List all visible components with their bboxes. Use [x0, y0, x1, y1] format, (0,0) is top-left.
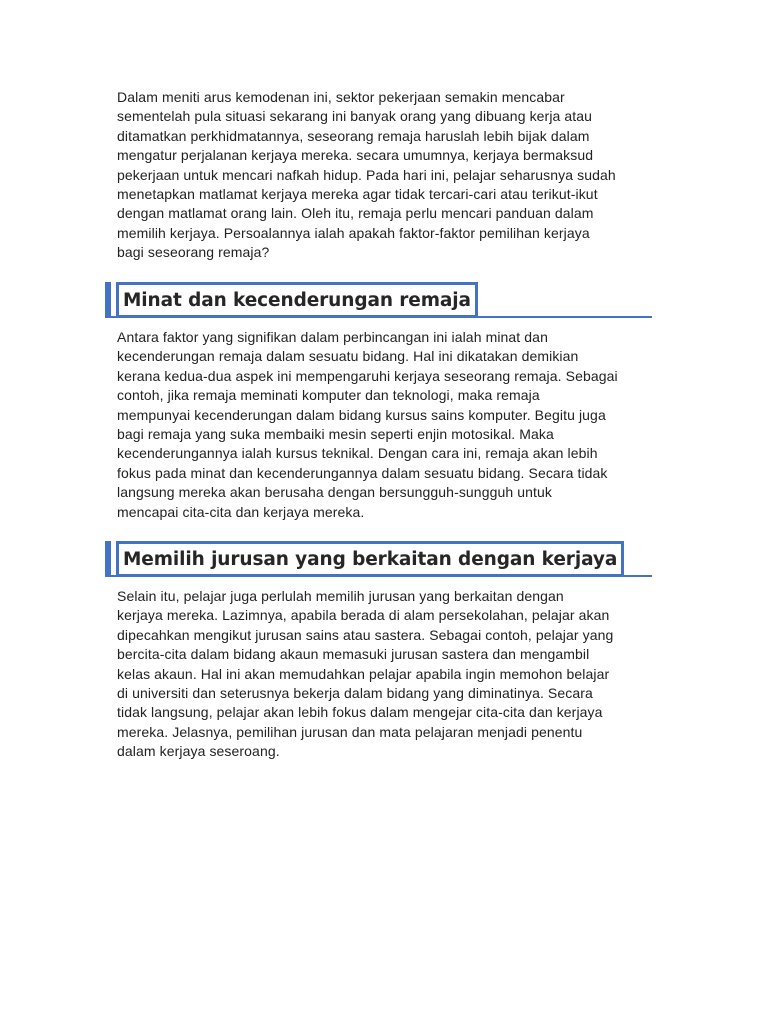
heading-title: Minat dan kecenderungan remaja	[123, 289, 471, 311]
section1-paragraph: Antara faktor yang signifikan dalam perbincangan ini ialah minat dan kecenderungan remaja dalam sesuatu bidang. Hal ini dikatakan demikian kerana kedua-dua aspek ini mempengaruhi kerjaya seseorang remaja. Sebagai contoh, jika remaja meminati komputer dan teknologi, maka remaja mempunyai kecenderungan dalam bidang kursus sains komputer. Begitu juga bagi remaja yang suka membaiki mesin seperti enjin motosikal. Maka kecenderungannya ialah kursus teknikal. Dengan cara ini, remaja akan lebih fokus pada minat dan kecenderungannya dalam sesuatu bidang. Secara tidak langsung mereka akan berusaha dengan bersungguh-sungguh untuk mencapai cita-cita dan kerjaya mereka.	[117, 329, 618, 520]
heading-title: Memilih jurusan yang berkaitan dengan kerjaya	[123, 548, 618, 570]
heading-frame	[116, 282, 478, 318]
intro-paragraph: Dalam meniti arus kemodenan ini, sektor pekerjaan semakin mencabar sementelah pula situasi sekarang ini banyak orang yang dibuang kerja atau ditamatkan perkhidmatannya, seseorang remaja haruslah lebih bijak dalam mengatur perjalanan kerjaya mereka. secara umumnya, kerjaya bermaksud pekerjaan untuk mencari nafkah hidup. Pada hari ini, pelajar seharusnya sudah menetapkan matlamat kerjaya mereka agar tidak tercari-cari atau terikut-ikut dengan matlamat orang lain. Oleh itu, remaja perlu mencari panduan dalam memilih kerjaya. Persoalannya ialah apakah faktor-faktor pemilihan kerjaya bagi seseorang remaja?	[117, 89, 616, 261]
heading-accent-bar	[105, 282, 111, 318]
section2-paragraph: Selain itu, pelajar juga perlulah memilih jurusan yang berkaitan dengan kerjaya mereka. Lazimnya, apabila berada di alam persekolahan, pelajar akan dipecahkan mengikut jurusan sains atau sastera. Sebagai contoh, pelajar yang bercita-cita dalam bidang akaun memasuki jurusan sastera dan mengambil kelas akaun. Hal ini akan memudahkan pelajar apabila ingin memohon belajar di universiti dan seterusnya bekerja dalam bidang yang diminatinya. Secara tidak langsung, pelajar akan lebih fokus dalam mengejar cita-cita dan kerjaya mereka. Jelasnya, pemilihan jurusan dan mata pelajaran menjadi penentu dalam kerjaya seseroang.	[117, 588, 614, 760]
heading-accent-bar	[105, 541, 111, 577]
heading-frame	[116, 541, 624, 577]
